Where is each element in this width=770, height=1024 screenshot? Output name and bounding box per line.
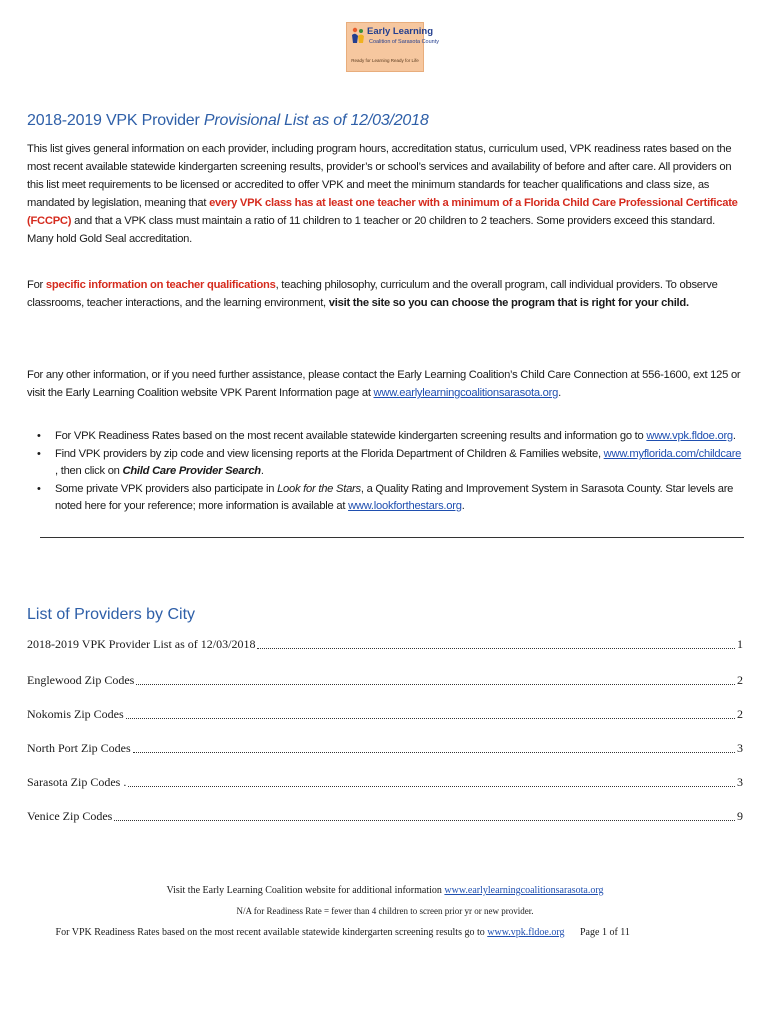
vpk-fldoe-link[interactable]: www.vpk.fldoe.org <box>646 430 733 442</box>
title-italic: Provisional List as of 12/03/2018 <box>203 112 429 129</box>
specific-emphasis: specific information on teacher qualifications <box>45 279 276 291</box>
contact-end: . <box>558 387 561 399</box>
toc-page-number: 9 <box>737 809 743 823</box>
bullet-text-2: , then click on <box>55 465 123 477</box>
specific-info-paragraph <box>27 276 743 312</box>
title-main: 2018-2019 VPK Provider <box>27 112 204 129</box>
coalition-logo <box>346 22 440 72</box>
logo-title: Early Learning <box>367 26 433 37</box>
logo-tagline: Ready for Learning Ready for Life <box>351 58 419 63</box>
footer-line-2: N/A for Readiness Rate = fewer than 4 children to screen prior yr or new provider. <box>236 906 534 916</box>
toc-entry-title: Englewood Zip Codes <box>27 673 135 687</box>
toc-entry-title: Sarasota Zip Codes . <box>27 775 127 789</box>
bullet-icon: • <box>37 448 41 460</box>
bullet-text: Some private VPK providers also participate in <box>55 483 278 495</box>
toc-entry[interactable] <box>27 672 743 688</box>
bullet-end: . <box>260 465 264 477</box>
toc-leader <box>126 718 735 719</box>
footer-elc-link[interactable]: www.earlylearningcoalitionsarasota.org <box>444 885 604 896</box>
toc-entry[interactable] <box>27 636 743 652</box>
myflorida-childcare-link[interactable]: www.myflorida.com/childcare <box>603 448 742 460</box>
contact-paragraph <box>27 366 743 402</box>
toc-entry[interactable] <box>27 808 743 824</box>
toc-page-number: 1 <box>737 637 743 651</box>
provider-search-label: Child Care Provider Search <box>122 465 261 477</box>
footer-text: Visit the Early Learning Coalition website for additional information <box>166 885 445 896</box>
list-item <box>27 481 743 515</box>
intro-text-1: This list gives general information on each provider, including program hours, accreditation status, curriculum used, VPK readiness rates based on the most recent available statewide kindergarten screening results, provider’s or school’s services and availability of before and after care. All providers on this list meet requirements to be licensed or accredited to offer VPK and meet the minimum standards for teacher qualifications and class size, as mandated by legislation, meaning that <box>27 143 732 209</box>
bullet-end: . <box>461 500 465 512</box>
toc-page-number: 2 <box>737 673 743 687</box>
look-for-the-stars-label: Look for the Stars <box>277 483 361 495</box>
footer-line-1 <box>0 885 770 896</box>
toc-entry-title: 2018-2019 VPK Provider List as of 12/03/2018 <box>27 637 256 651</box>
toc-page-number: 2 <box>737 707 743 721</box>
toc-entry-title: Nokomis Zip Codes <box>27 707 124 721</box>
toc-entry-title: Venice Zip Codes <box>27 809 113 823</box>
toc-leader <box>136 684 735 685</box>
footer-vpk-link[interactable]: www.vpk.fldoe.org <box>487 927 565 938</box>
toc-entry[interactable] <box>27 706 743 722</box>
resource-bullet-list <box>27 428 743 516</box>
toc-page-number: 3 <box>737 775 743 789</box>
bullet-text-2: , a Quality Rating and Improvement System in Sarasota County. Star levels are noted here for your reference; more information is available at <box>55 483 734 512</box>
toc-entry[interactable] <box>27 774 743 790</box>
specific-pre: For <box>27 279 46 291</box>
bullet-text: For VPK Readiness Rates based on the most recent available statewide kindergarten screening results and information go to <box>55 430 647 442</box>
toc-heading: List of Providers by City <box>27 606 196 623</box>
toc-leader <box>128 786 735 787</box>
logo-subtitle: Coalition of Sarasota County <box>369 39 440 45</box>
intro-text-2: and that a VPK class must maintain a ratio of 11 children to 1 teacher or 20 children to 2 teachers. Some providers exceed this standard. Many hold Gold Seal accreditation. <box>27 215 715 245</box>
section-divider <box>40 537 744 538</box>
intro-emphasis: every VPK class has at least one teacher with a minimum of a Florida Child Care Professional Certificate (FCCPC) <box>27 197 738 227</box>
bullet-text: Find VPK providers by zip code and view licensing reports at the Florida Department of Children & Families website, <box>55 448 604 460</box>
list-item <box>27 446 743 480</box>
intro-paragraph <box>27 140 743 248</box>
toc-page-number: 3 <box>737 741 743 755</box>
contact-text: For any other information, or if you need further assistance, please contact the Early Learning Coalition’s Child Care Connection at 556-1600, ext 125 or visit the Early Learning Coalition website VPK Parent Information page at <box>27 369 741 399</box>
toc-entry[interactable] <box>27 740 743 756</box>
bullet-icon: • <box>37 483 41 495</box>
list-item <box>27 428 743 445</box>
elc-website-link[interactable]: www.earlylearningcoalitionsarasota.org <box>373 387 559 399</box>
page-number: Page 1 of 11 <box>580 927 630 938</box>
toc-leader <box>133 752 735 753</box>
footer-text: For VPK Readiness Rates based on the most recent available statewide kindergarten screening results go to <box>55 927 488 938</box>
bullet-icon: • <box>37 430 41 442</box>
specific-text: , teaching philosophy, curriculum and the overall program, call individual providers. To observe classrooms, teacher interactions, and the learning environment, <box>27 279 718 309</box>
toc-leader <box>257 648 735 649</box>
specific-bold: visit the site so you can choose the program that is right for your child. <box>328 297 689 309</box>
lookforthestars-link[interactable]: www.lookforthestars.org <box>348 500 462 512</box>
toc-leader <box>114 820 735 821</box>
bullet-end: . <box>732 430 736 442</box>
page-title <box>27 112 429 130</box>
toc-entry-title: North Port Zip Codes <box>27 741 131 755</box>
children-figures-icon <box>351 27 365 45</box>
